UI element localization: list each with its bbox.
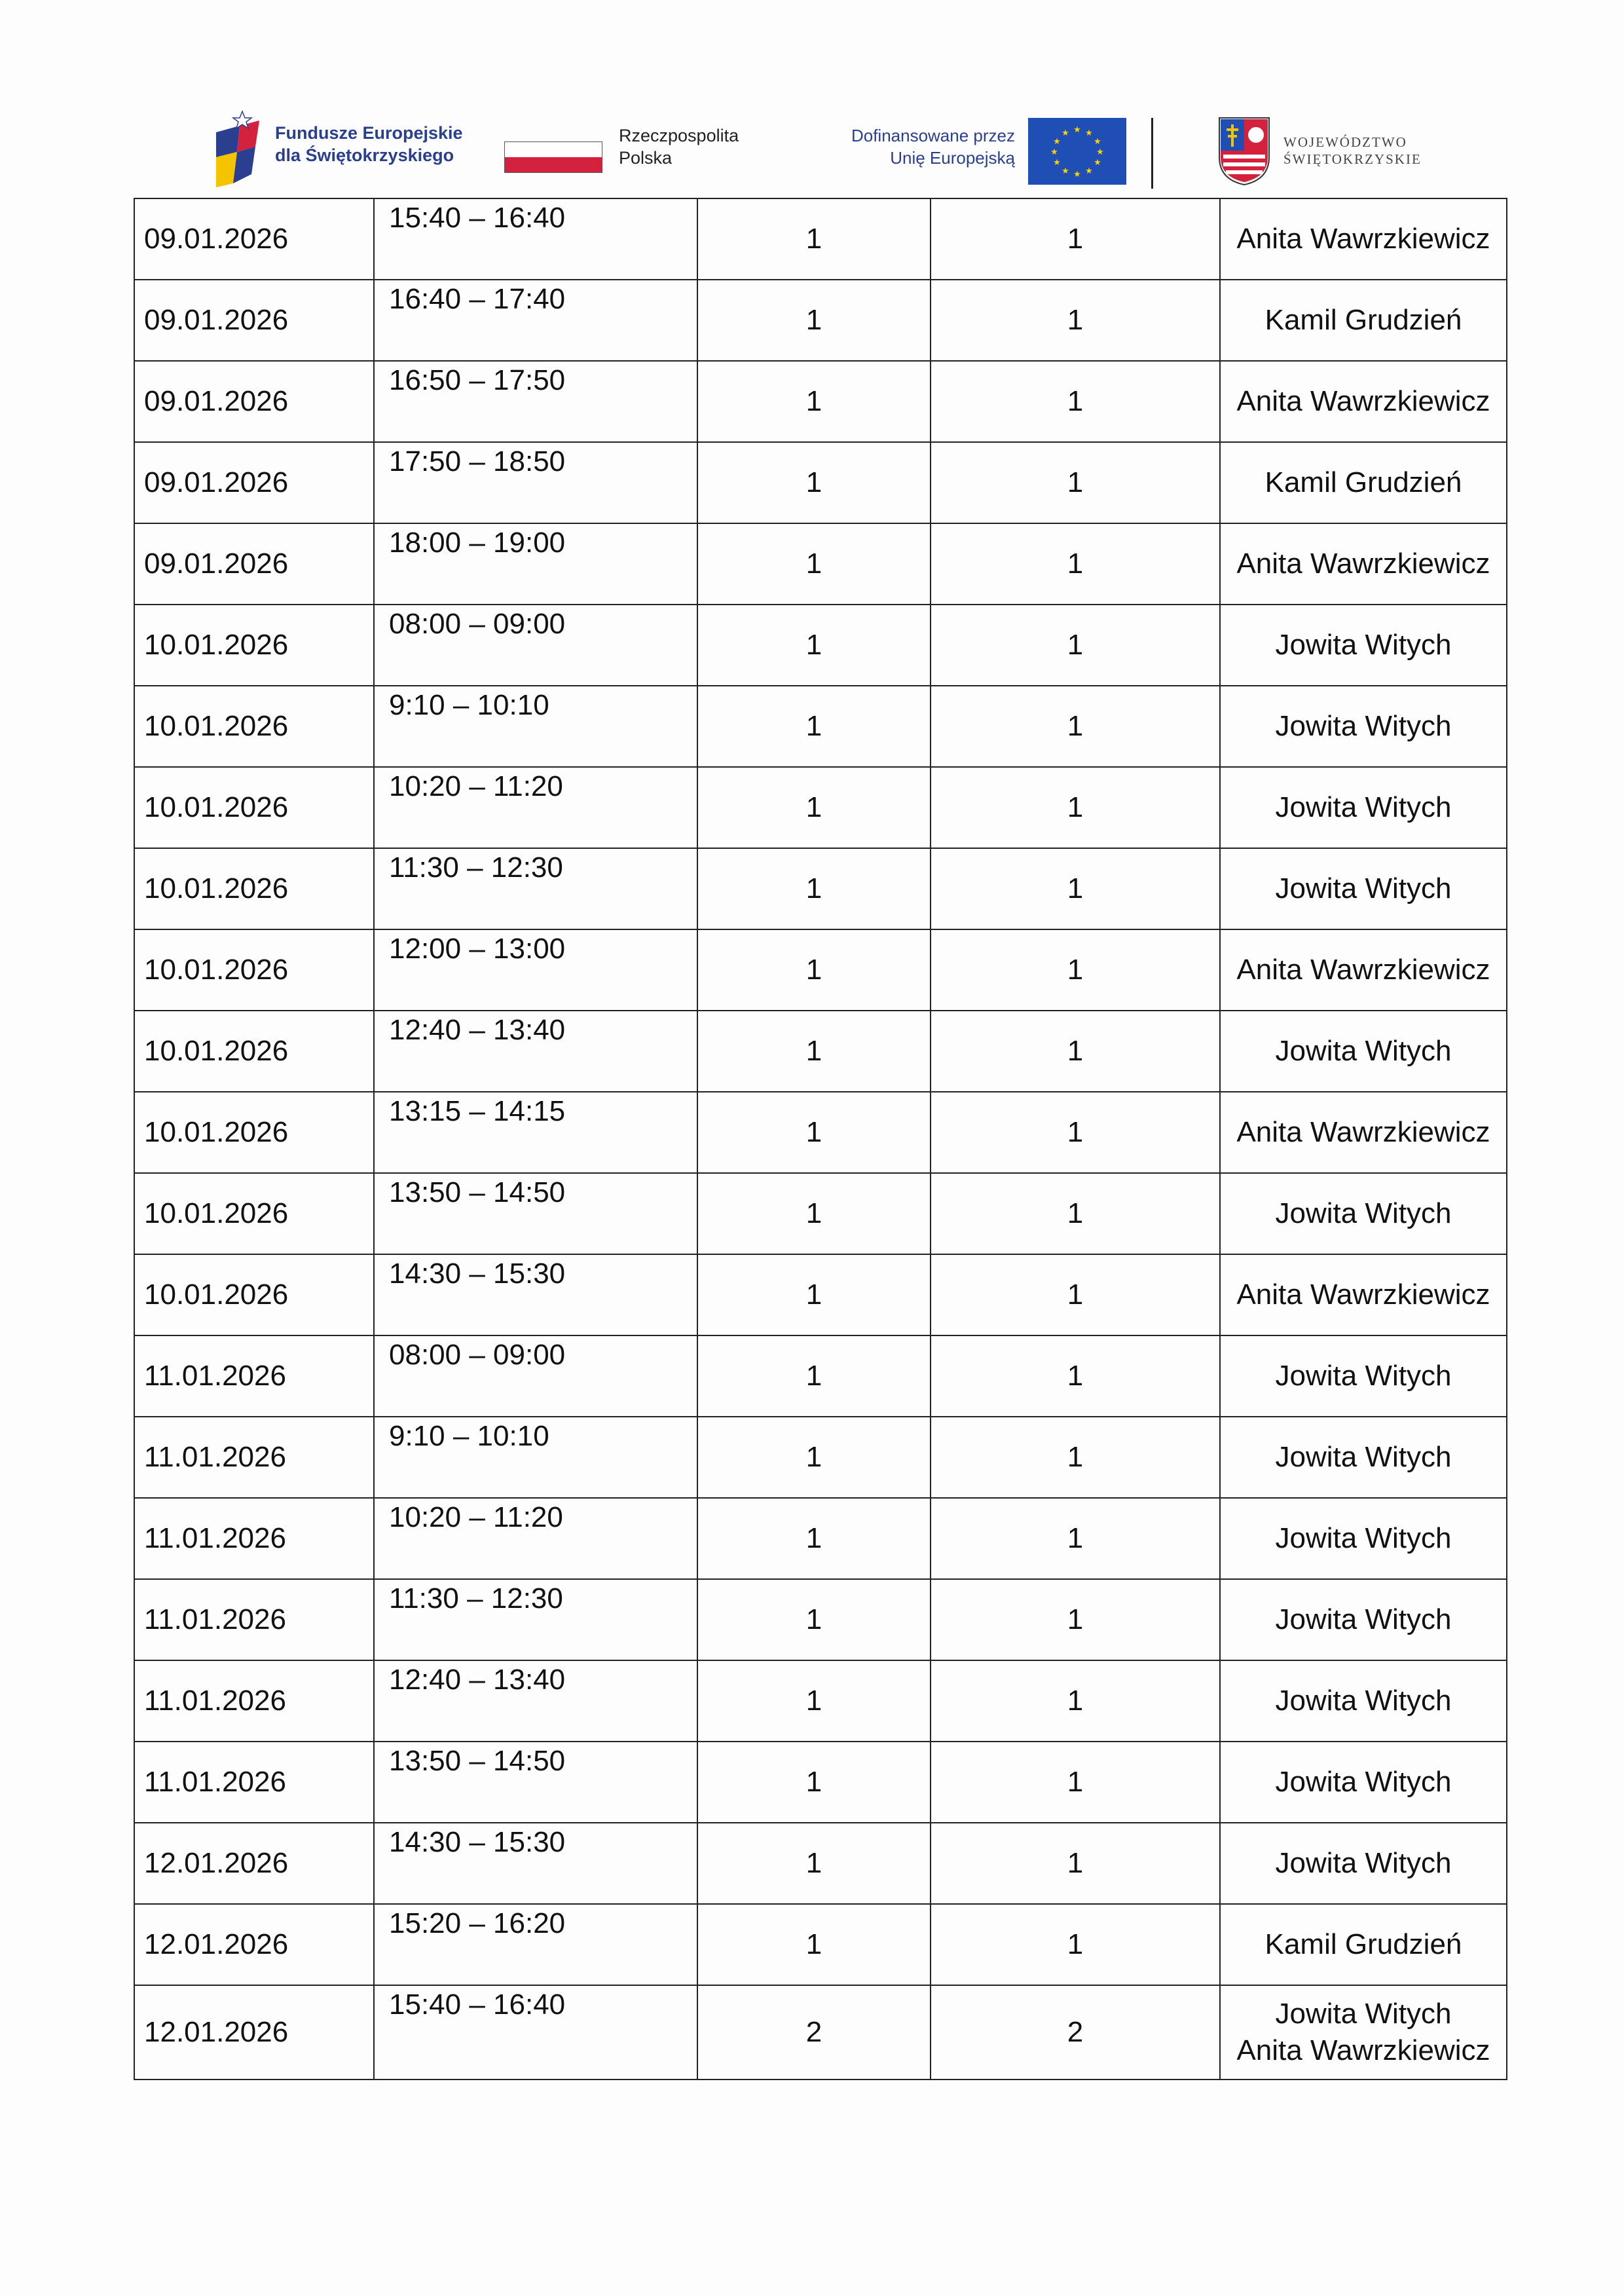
person-name: Anita Wawrzkiewicz bbox=[1236, 1116, 1490, 1148]
crest-icon bbox=[1218, 117, 1270, 186]
time-cell: 9:10 – 10:10 bbox=[374, 686, 697, 767]
count-cell-2: 1 bbox=[931, 1579, 1220, 1660]
table-row bbox=[134, 686, 1507, 767]
date-cell: 10.01.2026 bbox=[134, 605, 374, 686]
count-cell-2: 1 bbox=[931, 605, 1220, 686]
time-cell: 17:50 – 18:50 bbox=[374, 442, 697, 523]
table-row bbox=[134, 1660, 1507, 1742]
time-cell: 13:50 – 14:50 bbox=[374, 1742, 697, 1823]
count-cell-2: 1 bbox=[931, 442, 1220, 523]
person-name: Anita Wawrzkiewicz bbox=[1236, 223, 1490, 255]
svg-text:★: ★ bbox=[1096, 147, 1104, 157]
person-name: Jowita Witych bbox=[1275, 1441, 1452, 1473]
time-cell: 14:30 – 15:30 bbox=[374, 1823, 697, 1904]
date-cell: 10.01.2026 bbox=[134, 1011, 374, 1092]
count-cell-2: 1 bbox=[931, 280, 1220, 361]
name-cell bbox=[1220, 848, 1507, 929]
count-cell-2: 2 bbox=[931, 1985, 1220, 2080]
count-cell-2: 1 bbox=[931, 1011, 1220, 1092]
name-cell bbox=[1220, 1254, 1507, 1335]
date-cell: 10.01.2026 bbox=[134, 929, 374, 1011]
count-cell-2: 1 bbox=[931, 767, 1220, 848]
person-name: Jowita Witych bbox=[1275, 710, 1452, 742]
date-cell: 11.01.2026 bbox=[134, 1579, 374, 1660]
time-cell: 13:15 – 14:15 bbox=[374, 1092, 697, 1173]
name-cell bbox=[1220, 1092, 1507, 1173]
table-row bbox=[134, 361, 1507, 442]
person-name: Kamil Grudzień bbox=[1264, 304, 1462, 336]
count-cell-2: 1 bbox=[931, 361, 1220, 442]
count-cell-1: 1 bbox=[697, 523, 931, 605]
table-row bbox=[134, 1173, 1507, 1254]
count-cell-1: 1 bbox=[697, 1173, 931, 1254]
time-cell: 14:30 – 15:30 bbox=[374, 1254, 697, 1335]
count-cell-1: 1 bbox=[697, 198, 931, 280]
schedule-body bbox=[134, 198, 1507, 2080]
count-cell-1: 1 bbox=[697, 280, 931, 361]
person-name: Jowita Witych bbox=[1275, 629, 1452, 661]
count-cell-1: 1 bbox=[697, 1498, 931, 1579]
count-cell-2: 1 bbox=[931, 848, 1220, 929]
count-cell-2: 1 bbox=[931, 1092, 1220, 1173]
date-cell: 12.01.2026 bbox=[134, 1823, 374, 1904]
time-cell: 16:50 – 17:50 bbox=[374, 361, 697, 442]
date-cell: 10.01.2026 bbox=[134, 848, 374, 929]
svg-text:★: ★ bbox=[1094, 158, 1101, 168]
time-cell: 10:20 – 11:20 bbox=[374, 767, 697, 848]
count-cell-2: 1 bbox=[931, 198, 1220, 280]
name-cell bbox=[1220, 1011, 1507, 1092]
time-cell: 12:40 – 13:40 bbox=[374, 1011, 697, 1092]
person-name: Kamil Grudzień bbox=[1264, 1928, 1462, 1960]
count-cell-1: 1 bbox=[697, 1092, 931, 1173]
count-cell-1: 1 bbox=[697, 1254, 931, 1335]
date-cell: 11.01.2026 bbox=[134, 1335, 374, 1417]
logo-strip bbox=[210, 105, 1428, 196]
count-cell-1: 1 bbox=[697, 767, 931, 848]
table-row bbox=[134, 280, 1507, 361]
count-cell-1: 1 bbox=[697, 1335, 931, 1417]
table-row bbox=[134, 1335, 1507, 1417]
time-cell: 12:00 – 13:00 bbox=[374, 929, 697, 1011]
table-row bbox=[134, 1985, 1507, 2080]
count-cell-2: 1 bbox=[931, 1904, 1220, 1985]
count-cell-1: 1 bbox=[697, 361, 931, 442]
count-cell-2: 1 bbox=[931, 523, 1220, 605]
count-cell-1: 1 bbox=[697, 1660, 931, 1742]
fe-logo-line2: dla Świętokrzyskiego bbox=[275, 145, 454, 165]
table-row bbox=[134, 1823, 1507, 1904]
person-name: Kamil Grudzień bbox=[1264, 466, 1462, 498]
count-cell-1: 1 bbox=[697, 1579, 931, 1660]
date-cell: 10.01.2026 bbox=[134, 1254, 374, 1335]
table-row bbox=[134, 1011, 1507, 1092]
person-name: Jowita Witych bbox=[1275, 791, 1452, 823]
name-cell bbox=[1220, 361, 1507, 442]
fundusze-europejskie-logo bbox=[210, 105, 485, 196]
date-cell: 11.01.2026 bbox=[134, 1417, 374, 1498]
rp-logo-line1: Rzeczpospolita bbox=[619, 126, 739, 145]
date-cell: 10.01.2026 bbox=[134, 686, 374, 767]
count-cell-2: 1 bbox=[931, 1498, 1220, 1579]
time-cell: 11:30 – 12:30 bbox=[374, 1579, 697, 1660]
count-cell-2: 1 bbox=[931, 1254, 1220, 1335]
name-cell bbox=[1220, 1173, 1507, 1254]
count-cell-2: 1 bbox=[931, 1335, 1220, 1417]
date-cell: 12.01.2026 bbox=[134, 1904, 374, 1985]
count-cell-2: 1 bbox=[931, 1417, 1220, 1498]
svg-text:★: ★ bbox=[1073, 170, 1081, 179]
person-name: Jowita Witych bbox=[1275, 1197, 1452, 1229]
time-cell: 08:00 – 09:00 bbox=[374, 605, 697, 686]
count-cell-1: 1 bbox=[697, 1011, 931, 1092]
date-cell: 09.01.2026 bbox=[134, 198, 374, 280]
svg-text:★: ★ bbox=[1061, 128, 1069, 138]
name-cell bbox=[1220, 1579, 1507, 1660]
table-row bbox=[134, 767, 1507, 848]
table-row bbox=[134, 198, 1507, 280]
count-cell-2: 1 bbox=[931, 929, 1220, 1011]
time-cell: 15:20 – 16:20 bbox=[374, 1904, 697, 1985]
person-name: Anita Wawrzkiewicz bbox=[1236, 385, 1490, 417]
unia-europejska-logo bbox=[773, 105, 1126, 196]
svg-text:★: ★ bbox=[1094, 137, 1101, 147]
sw-logo-line1: WOJEWÓDZTWO bbox=[1283, 134, 1407, 150]
date-cell: 11.01.2026 bbox=[134, 1742, 374, 1823]
name-cell bbox=[1220, 929, 1507, 1011]
count-cell-1: 1 bbox=[697, 1742, 931, 1823]
svg-text:★: ★ bbox=[1053, 137, 1061, 147]
name-cell bbox=[1220, 1498, 1507, 1579]
count-cell-1: 1 bbox=[697, 848, 931, 929]
person-name: Anita Wawrzkiewicz bbox=[1236, 2034, 1490, 2066]
ue-logo-line2: Unię Europejską bbox=[890, 148, 1015, 168]
polish-flag-icon bbox=[504, 141, 602, 173]
date-cell: 10.01.2026 bbox=[134, 1173, 374, 1254]
fe-mark-icon bbox=[213, 106, 262, 189]
person-name: Anita Wawrzkiewicz bbox=[1236, 1278, 1490, 1311]
name-cell bbox=[1220, 767, 1507, 848]
rp-logo-line2: Polska bbox=[619, 148, 673, 168]
date-cell: 09.01.2026 bbox=[134, 523, 374, 605]
name-cell bbox=[1220, 280, 1507, 361]
person-name: Jowita Witych bbox=[1275, 1998, 1452, 2030]
svg-text:★: ★ bbox=[1061, 166, 1069, 176]
count-cell-2: 1 bbox=[931, 1742, 1220, 1823]
time-cell: 9:10 – 10:10 bbox=[374, 1417, 697, 1498]
person-name: Jowita Witych bbox=[1275, 1847, 1452, 1879]
date-cell: 10.01.2026 bbox=[134, 767, 374, 848]
count-cell-1: 2 bbox=[697, 1985, 931, 2080]
table-row bbox=[134, 1579, 1507, 1660]
time-cell: 15:40 – 16:40 bbox=[374, 1985, 697, 2080]
person-name: Jowita Witych bbox=[1275, 1685, 1452, 1717]
table-row bbox=[134, 1254, 1507, 1335]
person-name: Jowita Witych bbox=[1275, 1360, 1452, 1392]
name-cell bbox=[1220, 1904, 1507, 1985]
rzeczpospolita-polska-logo bbox=[504, 105, 740, 196]
logo-separator bbox=[1151, 118, 1153, 189]
date-cell: 09.01.2026 bbox=[134, 280, 374, 361]
sw-logo-line2: ŚWIĘTOKRZYSKIE bbox=[1283, 151, 1422, 167]
time-cell: 18:00 – 19:00 bbox=[374, 523, 697, 605]
table-row bbox=[134, 1092, 1507, 1173]
ue-logo-line1: Dofinansowane przez bbox=[851, 126, 1015, 145]
name-cell bbox=[1220, 605, 1507, 686]
table-row bbox=[134, 1742, 1507, 1823]
person-name: Jowita Witych bbox=[1275, 1603, 1452, 1635]
count-cell-2: 1 bbox=[931, 686, 1220, 767]
date-cell: 10.01.2026 bbox=[134, 1092, 374, 1173]
svg-text:★: ★ bbox=[1050, 147, 1058, 157]
count-cell-1: 1 bbox=[697, 605, 931, 686]
eu-flag-icon bbox=[1028, 118, 1126, 185]
name-cell bbox=[1220, 1985, 1507, 2080]
count-cell-1: 1 bbox=[697, 1904, 931, 1985]
svg-text:★: ★ bbox=[1073, 125, 1081, 135]
name-cell bbox=[1220, 1660, 1507, 1742]
time-cell: 13:50 – 14:50 bbox=[374, 1173, 697, 1254]
schedule-table bbox=[134, 198, 1507, 2080]
count-cell-2: 1 bbox=[931, 1660, 1220, 1742]
svg-text:★: ★ bbox=[1085, 128, 1093, 138]
person-name: Jowita Witych bbox=[1275, 872, 1452, 905]
name-cell bbox=[1220, 1335, 1507, 1417]
table-row bbox=[134, 1904, 1507, 1985]
person-name: Jowita Witych bbox=[1275, 1035, 1452, 1067]
table-row bbox=[134, 929, 1507, 1011]
time-cell: 11:30 – 12:30 bbox=[374, 848, 697, 929]
table-row bbox=[134, 1417, 1507, 1498]
fe-logo-line1: Fundusze Europejskie bbox=[275, 123, 463, 143]
svg-text:★: ★ bbox=[1053, 158, 1061, 168]
time-cell: 10:20 – 11:20 bbox=[374, 1498, 697, 1579]
name-cell bbox=[1220, 442, 1507, 523]
name-cell bbox=[1220, 1742, 1507, 1823]
name-cell bbox=[1220, 1417, 1507, 1498]
count-cell-1: 1 bbox=[697, 1417, 931, 1498]
date-cell: 11.01.2026 bbox=[134, 1660, 374, 1742]
table-row bbox=[134, 523, 1507, 605]
date-cell: 09.01.2026 bbox=[134, 361, 374, 442]
table-row bbox=[134, 848, 1507, 929]
table-row bbox=[134, 442, 1507, 523]
person-name: Jowita Witych bbox=[1275, 1766, 1452, 1798]
time-cell: 08:00 – 09:00 bbox=[374, 1335, 697, 1417]
date-cell: 12.01.2026 bbox=[134, 1985, 374, 2080]
date-cell: 11.01.2026 bbox=[134, 1498, 374, 1579]
count-cell-2: 1 bbox=[931, 1173, 1220, 1254]
name-cell bbox=[1220, 198, 1507, 280]
date-cell: 09.01.2026 bbox=[134, 442, 374, 523]
table-row bbox=[134, 605, 1507, 686]
person-name: Jowita Witych bbox=[1275, 1522, 1452, 1554]
person-name: Anita Wawrzkiewicz bbox=[1236, 954, 1490, 986]
name-cell bbox=[1220, 686, 1507, 767]
count-cell-1: 1 bbox=[697, 1823, 931, 1904]
name-cell bbox=[1220, 1823, 1507, 1904]
count-cell-2: 1 bbox=[931, 1823, 1220, 1904]
count-cell-1: 1 bbox=[697, 929, 931, 1011]
wojewodztwo-swietokrzyskie-logo bbox=[1218, 105, 1428, 196]
table-row bbox=[134, 1498, 1507, 1579]
count-cell-1: 1 bbox=[697, 686, 931, 767]
svg-text:★: ★ bbox=[1085, 166, 1093, 176]
time-cell: 16:40 – 17:40 bbox=[374, 280, 697, 361]
time-cell: 12:40 – 13:40 bbox=[374, 1660, 697, 1742]
name-cell bbox=[1220, 523, 1507, 605]
count-cell-1: 1 bbox=[697, 442, 931, 523]
person-name: Anita Wawrzkiewicz bbox=[1236, 548, 1490, 580]
time-cell: 15:40 – 16:40 bbox=[374, 198, 697, 280]
